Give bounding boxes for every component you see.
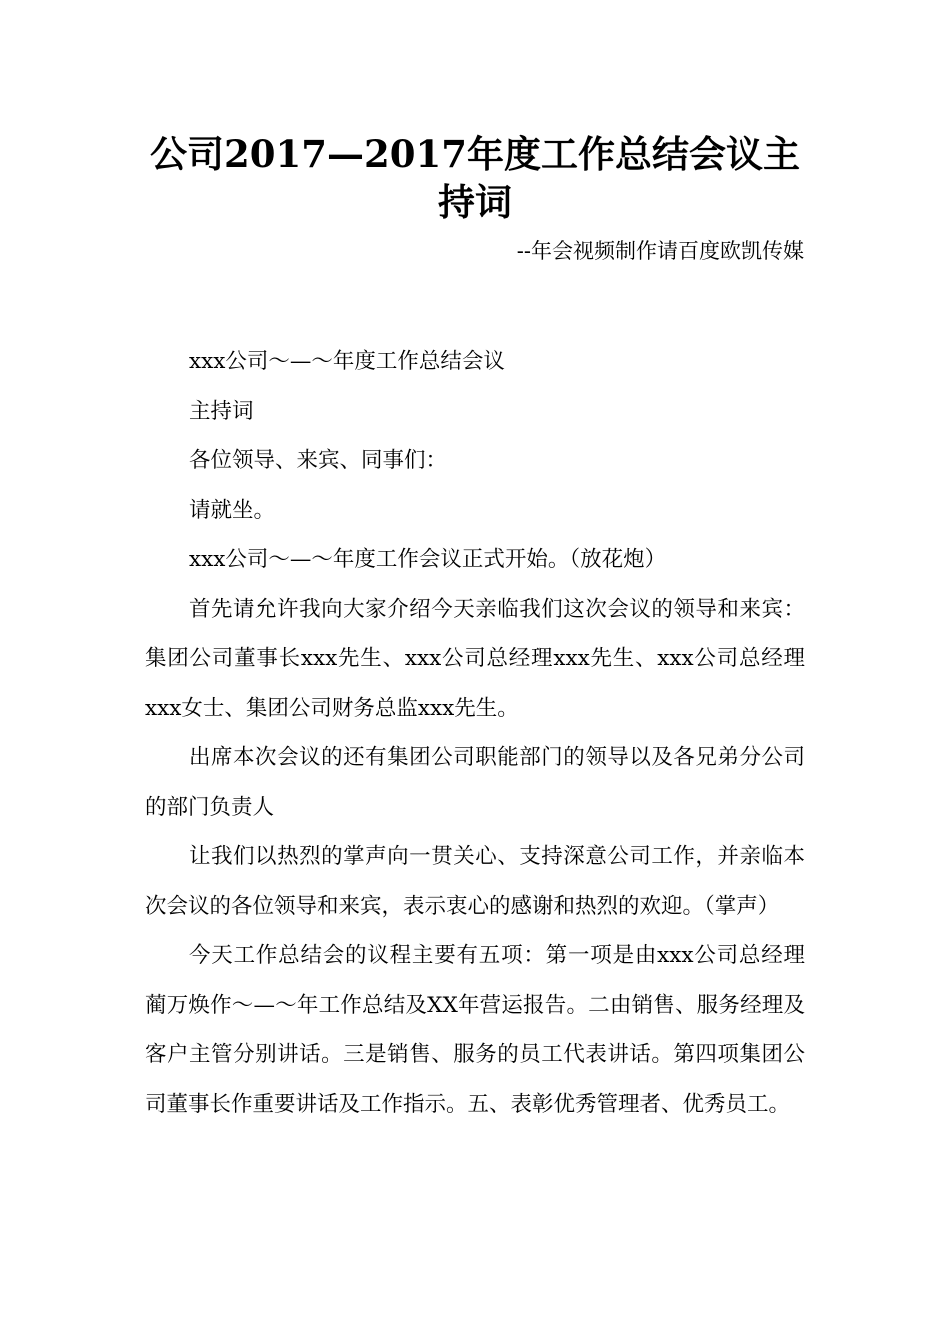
document-body	[145, 337, 805, 1129]
paragraph-greeting: 各位领导、来宾、同事们：	[189, 448, 448, 473]
paragraph-agenda: 今天工作总结会的议程主要有五项：第一项是由xxx公司总经理蔺万焕作～—～年工作总结及XX年营运报告。二由销售、服务经理及客户主管分别讲话。三是销售、服务的员工代表讲话。第四项集团公司董事长作重要讲话及工作指示。五、表彰优秀管理者、优秀员工。	[145, 943, 805, 1117]
paragraph-welcome: 让我们以热烈的掌声向一贯关心、支持深意公司工作，并亲临本次会议的各位领导和来宾，表示衷心的感谢和热烈的欢迎。（掌声）	[145, 844, 805, 919]
document-title-line-2: 持词	[438, 180, 512, 224]
paragraph-please-sit: 请就坐。	[189, 497, 276, 523]
paragraph-introduction: 首先请允许我向大家介绍今天亲临我们这次会议的领导和来宾：集团公司董事长xxx先生、xxx公司总经理xxx先生、xxx公司总经理xxx女士、集团公司财务总监xxx先生。	[145, 596, 805, 721]
paragraph-attendees: 出席本次会议的还有集团公司职能部门的领导以及各兄弟分公司的部门负责人	[145, 745, 805, 820]
paragraph-meeting-name: xxx公司～—～年度工作总结会议	[189, 349, 505, 374]
document-subtitle: --年会视频制作请百度欧凯传媒	[516, 239, 804, 263]
paragraph-host-speech-label: 主持词	[189, 398, 254, 424]
document-title-line-1: 公司2017—2017年度工作总结会议主	[150, 132, 800, 176]
paragraph-opening: xxx公司～—～年度工作会议正式开始。（放花炮）	[189, 547, 667, 572]
